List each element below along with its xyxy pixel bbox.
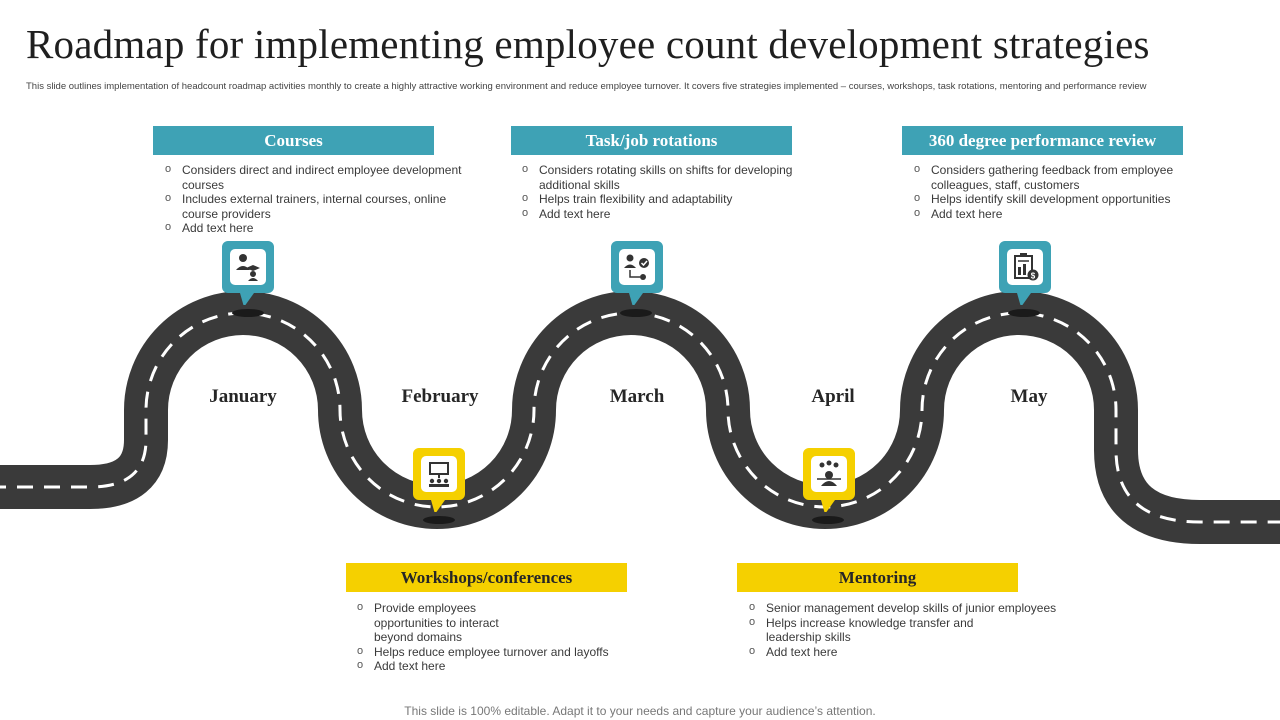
list-item: o Helps identify skill development opportunities bbox=[911, 192, 1211, 207]
presentation-board-icon bbox=[413, 448, 465, 512]
performance-review-heading: 360 degree performance review bbox=[902, 126, 1183, 155]
month-may: May bbox=[1010, 386, 1048, 407]
list-item: o Considers rotating skills on shifts for developing additional skills bbox=[519, 163, 819, 192]
list-item: o Helps increase knowledge transfer and leadership skills bbox=[746, 616, 1076, 645]
list-item: o Helps reduce employee turnover and layoffs bbox=[354, 645, 634, 660]
pin-shadow bbox=[423, 516, 455, 524]
list-item: o Add text here bbox=[911, 207, 1211, 222]
month-april: April bbox=[811, 386, 855, 407]
courses-heading: Courses bbox=[153, 126, 434, 155]
mentoring-heading: Mentoring bbox=[737, 563, 1018, 592]
workshops-points bbox=[354, 601, 634, 674]
list-item: o Add text here bbox=[746, 645, 1076, 660]
svg-text:$: $ bbox=[1030, 271, 1036, 281]
list-item: o Add text here bbox=[519, 207, 819, 222]
performance-review-points bbox=[911, 163, 1211, 221]
pin-shadow bbox=[620, 309, 652, 317]
list-item: o Considers direct and indirect employee development courses bbox=[162, 163, 462, 192]
list-item: o Provide employees opportunities to interact beyond domains bbox=[354, 601, 634, 645]
month-february: February bbox=[401, 386, 479, 407]
list-item: o Includes external trainers, internal courses, online course providers bbox=[162, 192, 462, 221]
mentor-group-icon bbox=[803, 448, 855, 512]
list-item: o Add text here bbox=[162, 221, 462, 236]
teacher-student-icon bbox=[222, 241, 274, 305]
pin-shadow bbox=[1008, 309, 1040, 317]
list-item: o Helps train flexibility and adaptability bbox=[519, 192, 819, 207]
month-march: March bbox=[609, 386, 665, 407]
month-january: January bbox=[209, 386, 277, 407]
clipboard-dollar-icon bbox=[999, 241, 1051, 305]
footer-note: This slide is 100% editable. Adapt it to your needs and capture your audience’s attention. bbox=[404, 704, 876, 718]
list-item: o Considers gathering feedback from employee colleagues, staff, customers bbox=[911, 163, 1211, 192]
user-rotation-icon bbox=[611, 241, 663, 305]
task-rotations-heading: Task/job rotations bbox=[511, 126, 792, 155]
task-rotations-points bbox=[519, 163, 819, 221]
list-item: o Senior management develop skills of junior employees bbox=[746, 601, 1076, 616]
page-title: Roadmap for implementing employee count development strategies bbox=[26, 21, 1150, 67]
pin-shadow bbox=[812, 516, 844, 524]
workshops-heading: Workshops/conferences bbox=[346, 563, 627, 592]
courses-points bbox=[162, 163, 462, 236]
pin-shadow bbox=[232, 309, 264, 317]
list-item: o Add text here bbox=[354, 659, 634, 674]
mentoring-points bbox=[746, 601, 1076, 659]
page-subtitle: This slide outlines implementation of headcount roadmap activities monthly to create a highly attractive working environment and reduce employee turnover. It covers five strategies implemented – courses, workshops, task rotations, mentoring and performance review bbox=[26, 81, 1147, 92]
